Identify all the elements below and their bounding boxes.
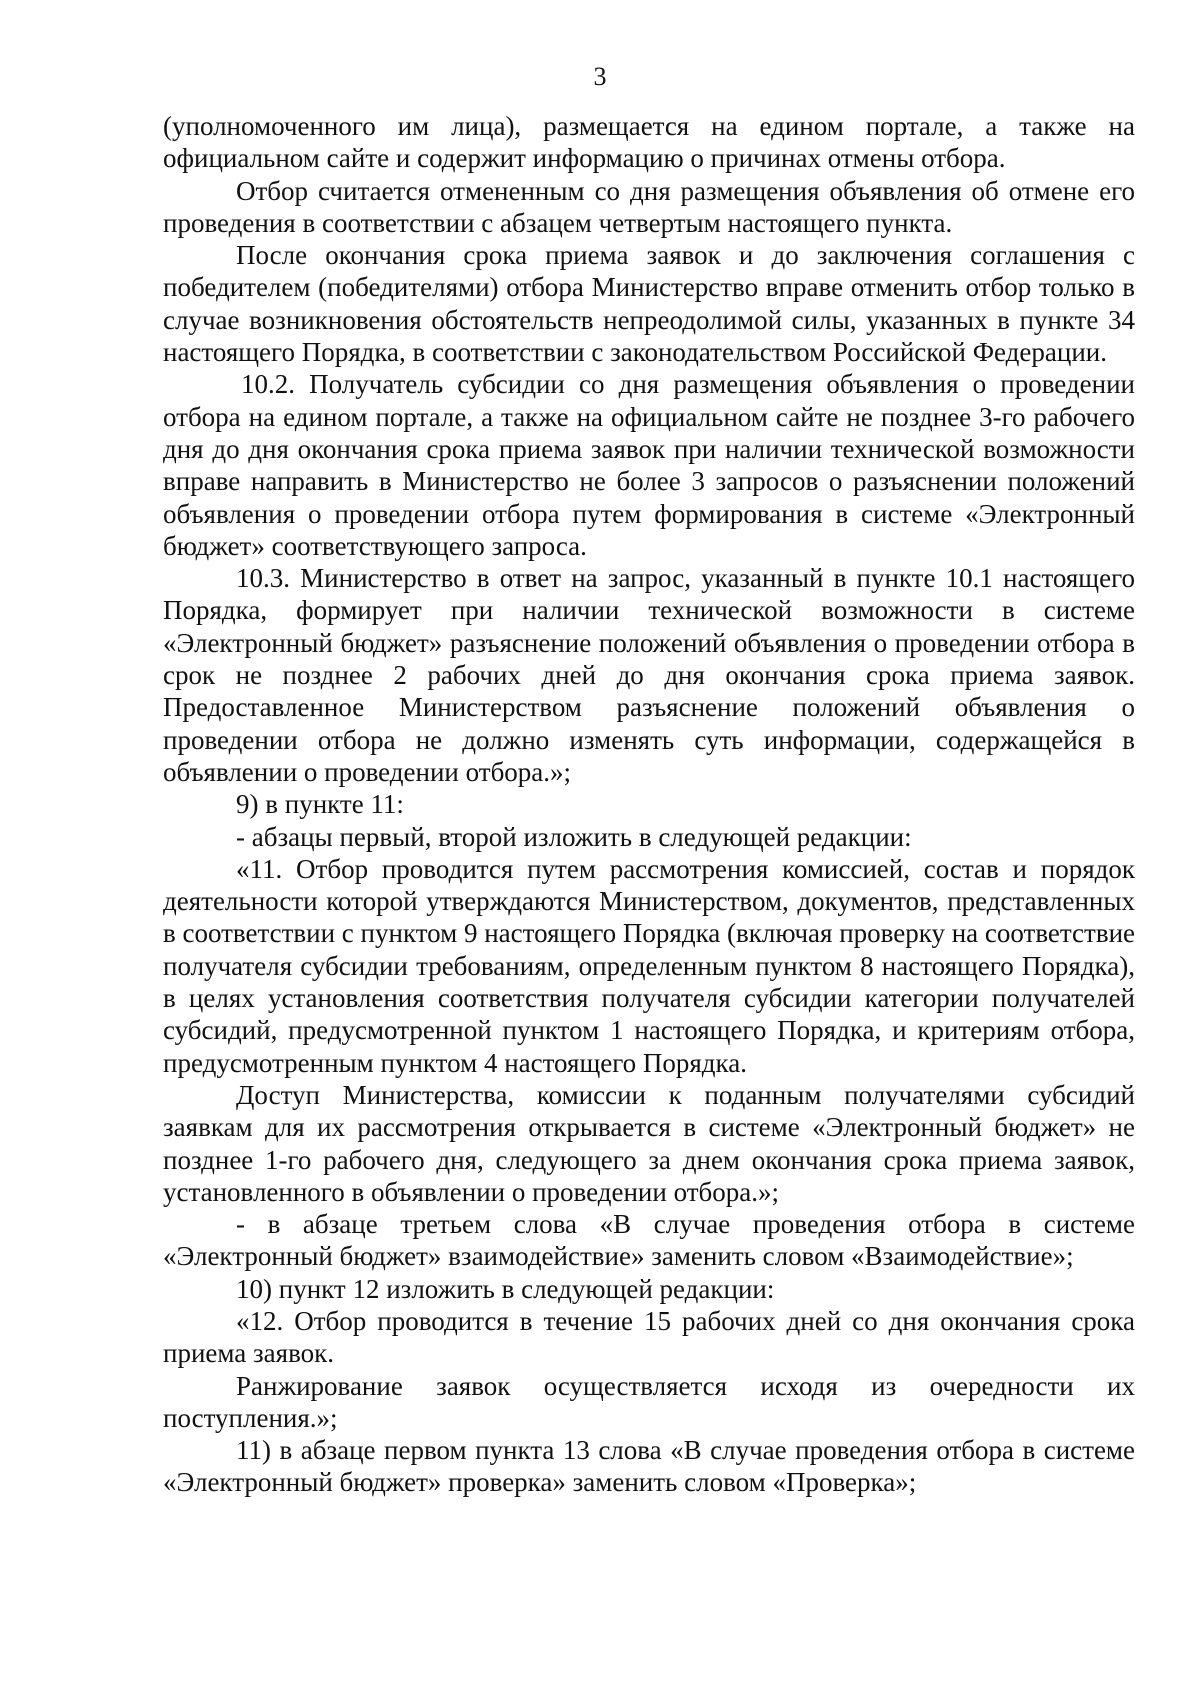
paragraph: Отбор считается отмененным со дня размещения объявления об отмене его проведения в соответствии с абзацем четвертым настоящего пункта. [163, 175, 1135, 238]
paragraph: 9) в пункте 11: [236, 789, 404, 820]
paragraph: 11) в абзаце первом пункта 13 слова «В случае проведения отбора в системе «Электронный бюджет» проверка» заменить словом «Проверка»; [163, 1435, 1135, 1498]
paragraph: 10.3. Министерство в ответ на запрос, указанный в пункте 10.1 настоящего Порядка, формирует при наличии технической возможности в системе «Электронный бюджет» разъяснение положений объявления о проведении отбора в срок не позднее 2 рабочих дней до дня окончания срока приема заявок. Предоставленное Министерством разъяснение положений объявления о проведении отбора не должно изменять суть информации, содержащейся в объявлении о проведении отбора.»; [163, 563, 1135, 787]
paragraph: «12. Отбор проводится в течение 15 рабочих дней со дня окончания срока приема заявок. [163, 1305, 1135, 1369]
paragraph: - абзацы первый, второй изложить в следующей редакции: [236, 821, 912, 852]
page-number: 3 [593, 62, 607, 91]
document-body [163, 110, 1135, 1499]
paragraph: Доступ Министерства, комиссии к поданным получателями субсидий заявкам для их рассмотрения открывается в системе «Электронный бюджет» не позднее 1-го рабочего дня, следующего за днем окончания срока приема заявок, установленного в объявлении о проведении отбора.»; [163, 1079, 1135, 1207]
paragraph: - в абзаце третьем слова «В случае проведения отбора в системе «Электронный бюджет» взаимодействие» заменить словом «Взаимодействие»; [163, 1209, 1135, 1272]
paragraph: Ранжирование заявок осуществляется исходя из очередности их поступления.»; [163, 1370, 1135, 1433]
paragraph: После окончания срока приема заявок и до заключения соглашения с победителем (победителями) отбора Министерство вправе отменить отбор только в случае возникновения обстоятельств непреодолимой силы, указанных в пункте 34 настоящего Порядка, в соответствии с законодательством Российской Федерации. [163, 240, 1135, 368]
paragraph: (уполномоченного им лица), размещается на едином портале, а также на официальном сайте и содержит информацию о причинах отмены отбора. [163, 111, 1135, 174]
paragraph: 10) пункт 12 изложить в следующей редакции: [236, 1273, 775, 1304]
paragraph: «11. Отбор проводится путем рассмотрения комиссией, состав и порядок деятельности которой утверждаются Министерством, документов, представленных в соответствии с пунктом 9 настоящего Порядка (включая проверку на соответствие получателя субсидии требованиям, определенным пунктом 8 настоящего Порядка), в целях установления соответствия получателя субсидии категории получателей субсидий, предусмотренной пунктом 1 настоящего Порядка, и критериям отбора, предусмотренным пунктом 4 настоящего Порядка. [163, 853, 1135, 1078]
paragraph: 10.2. Получатель субсидии со дня размещения объявления о проведении отбора на едином портале, а также на официальном сайте не позднее 3-го рабочего дня до дня окончания срока приема заявок при наличии технической возможности вправе направить в Министерство не более 3 запросов о разъяснении положений объявления о проведении отбора путем формирования в системе «Электронный бюджет» соответствующего запроса. [163, 369, 1135, 561]
